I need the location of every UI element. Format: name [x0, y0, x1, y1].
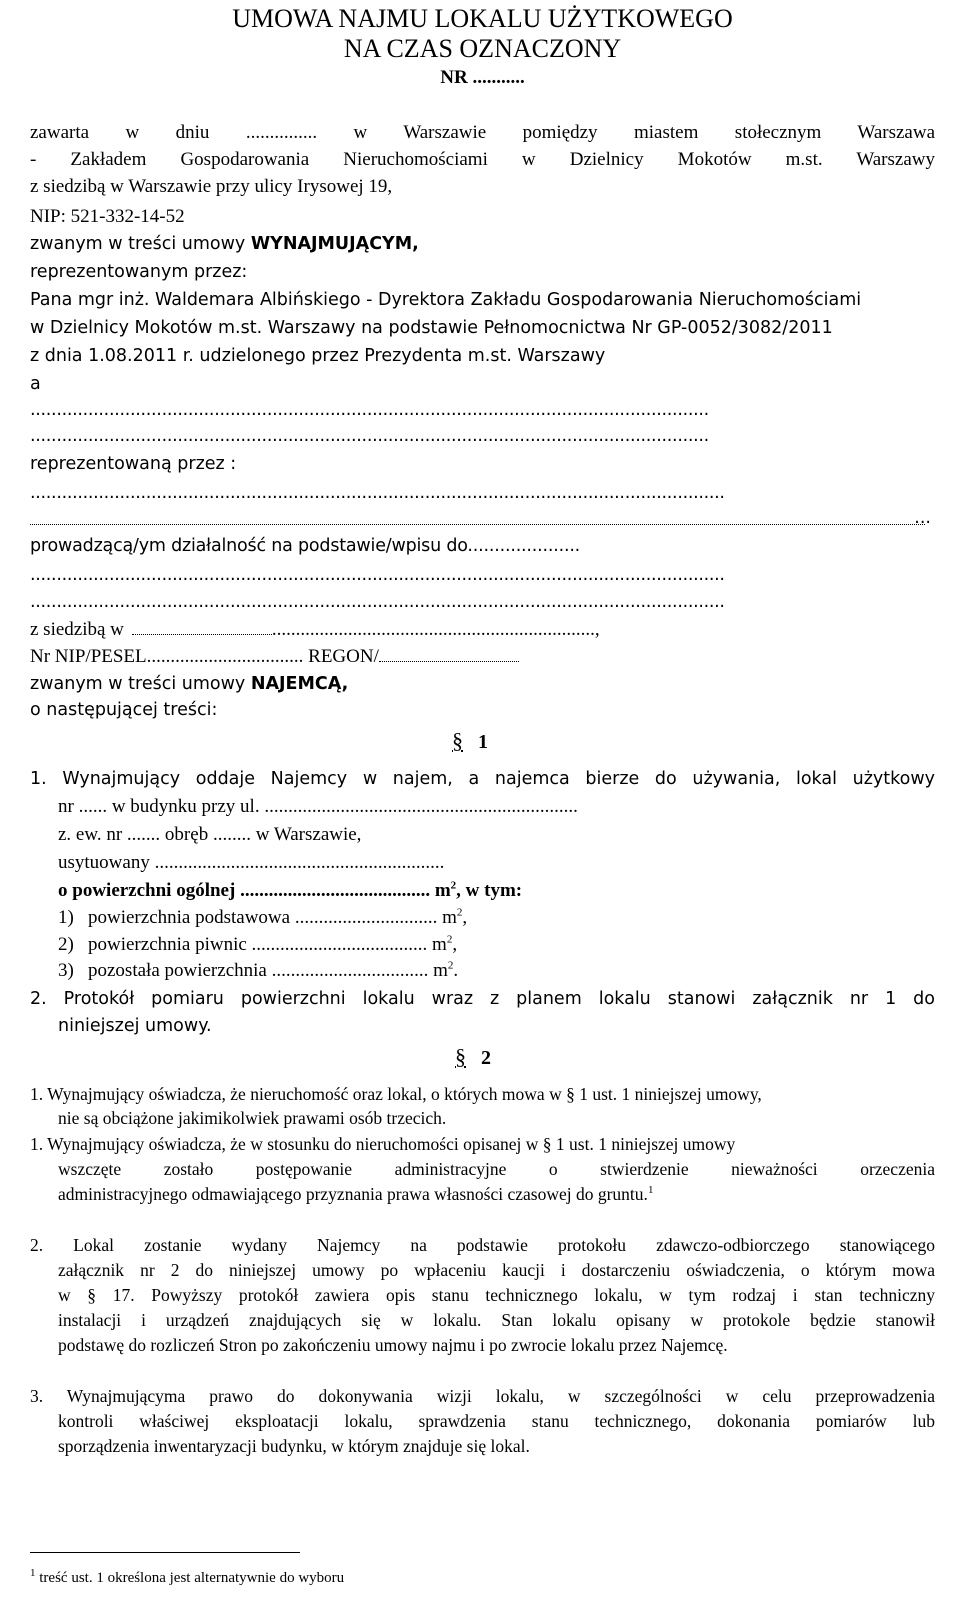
s2-b-line-2: wszczęte zostało postępowanie administracyjne o stwierdzenie nieważności orzeczenia — [58, 1159, 935, 1179]
tax-id-line: Nr NIP/PESEL................................. REGON/ — [30, 645, 519, 669]
business-blank-2: .................................................................................................................................... — [30, 592, 725, 612]
s1-p2-line-1: 2. Protokół pomiaru powierzchni lokalu wraz z planem lokalu stanowi załącznik nr 1 do — [30, 989, 935, 1009]
s2-d-line-1: 3. Wynajmującyma prawo do dokonywania wizji lokalu, w szczególności w celu przeprowadzenia — [30, 1386, 935, 1406]
section-2-heading: § 2 — [455, 1044, 491, 1069]
representative-blank-1: .................................................................................................................................... — [30, 483, 725, 503]
s2-c-line-1: 2. Lokal zostanie wydany Najemcy na podstawie protokołu zdawczo-odbiorczego stanowiącego — [30, 1235, 935, 1255]
tenant-blank-1: ................................................................................................................................. — [30, 400, 709, 420]
tenant-name-line: zwanym w treści umowy NAJEMCĄ, — [30, 674, 349, 694]
business-blank-1: .................................................................................................................................... — [30, 565, 725, 585]
tenant-seat-line: z siedzibą w ...................................................................., — [30, 619, 600, 640]
area-item: 3) pozostała powierzchnia ................................. $m^2$. — [58, 959, 459, 981]
represented-by-line: reprezentowanym przez: — [30, 262, 248, 282]
intro-line-3: z siedzibą w Warszawie przy ulicy Irysowej 19, — [30, 176, 393, 197]
authorization-date-line: z dnia 1.08.2011 r. udzielonego przez Prezydenta m.st. Warszawy — [30, 346, 606, 366]
s1-p1-line-1: 1. Wynajmujący oddaje Najemcy w najem, a najemca bierze do używania, lokal użytkowy — [30, 769, 935, 789]
landlord-name-line: zwanym w treści umowy WYNAJMUJĄCYM, — [30, 234, 419, 254]
footnote-text: treść ust. 1 określona jest alternatywnie do wyboru — [35, 1570, 345, 1586]
business-basis-line: prowadzącą/ym działalność na podstawie/wpisu do..................... — [30, 536, 581, 556]
footnote-separator — [30, 1552, 300, 1553]
s2-b-line-1: 1. Wynajmujący oświadcza, że w stosunku do nieruchomości opisanej w § 1 ust. 1 niniejszej umowy — [30, 1134, 736, 1154]
nip-line: NIP: 521-332-14-52 — [30, 206, 185, 227]
footnote-ref: 1 — [647, 1184, 654, 1197]
s2-d-line-3: sporządzenia inwentaryzacji budynku, w którym znajduje się lokal. — [58, 1436, 530, 1456]
director-line: Pana mgr inż. Waldemara Albińskiego - Dyrektora Zakładu Gospodarowania Nieruchomościami — [30, 290, 862, 310]
district-line: w Dzielnicy Mokotów m.st. Warszawy na podstawie Pełnomocnictwa Nr GP-0052/3082/2011 — [30, 318, 833, 338]
s1-p1-line-3: z. ew. nr ....... obręb ........ w Warszawie, — [58, 824, 362, 845]
s2-a-line-1: 1. Wynajmujący oświadcza, że nieruchomość oraz lokal, o których mowa w § 1 ust. 1 niniejszej umowy, — [30, 1084, 762, 1104]
contract-number: NR ........... — [440, 67, 525, 88]
tenant-represented-line: reprezentowaną przez : — [30, 454, 237, 474]
footnote — [30, 1568, 344, 1588]
total-area-line: o powierzchni ogólnej ........................................ $m^2$, w tym: — [58, 879, 523, 901]
landlord-label: WYNAJMUJĄCYM, — [250, 234, 419, 254]
s2-c-line-4: instalacji i urządzeń znajdujących się w lokalu. Stan lokalu opisany w protokole będzie stanowił — [58, 1310, 935, 1330]
representative-blank-2: ... — [30, 506, 925, 525]
s2-c-line-3: w § 17. Powyższy protokół zawiera opis stanu technicznego lokalu, w tym rodzaj i stan techniczny — [58, 1285, 935, 1305]
intro-line-1: zawarta w dniu ............... w Warszawie pomiędzy miastem stołecznym Warszawa — [30, 122, 935, 143]
tenant-blank-2: ................................................................................................................................. — [30, 426, 709, 446]
section-symbol: § — [455, 1044, 466, 1069]
s1-p2-line-2: niniejszej umowy. — [58, 1016, 212, 1036]
and-line: a — [30, 374, 41, 394]
s2-c-line-2: załącznik nr 2 do niniejszej umowy po wpłaceniu kaucji i dostarczeniu oświadczenia, o którym mowa — [58, 1260, 935, 1280]
title-line-1: UMOWA NAJMU LOKALU UŻYTKOWEGO — [232, 4, 733, 33]
footnote-mark: 1 — [30, 1567, 36, 1579]
s2-b-line-3: administracyjnego odmawiającego przyznania prawa własności czasowej do gruntu.$^1$ — [58, 1184, 654, 1204]
section-symbol: § — [452, 728, 463, 753]
document-title — [30, 4, 935, 92]
s2-a-line-2: nie są obciążone jakimikolwiek prawami osób trzecich. — [58, 1108, 447, 1128]
area-item: 2) powierzchnia piwnic ..................................... $m^2$, — [58, 933, 458, 955]
title-line-2: NA CZAS OZNACZONY — [343, 34, 622, 63]
area-item: 1) powierzchnia podstawowa .............................. $m^2$, — [58, 906, 468, 928]
tenant-label: NAJEMCĄ, — [250, 674, 349, 694]
following-content-line: o następującej treści: — [30, 700, 218, 720]
section-1-heading: § 1 — [452, 728, 488, 753]
intro-line-2: - Zakładem Gospodarowania Nieruchomościami w Dzielnicy Mokotów m.st. Warszawy — [30, 149, 935, 170]
s1-p1-line-2: nr ...... w budynku przy ul. .................................................................. — [58, 796, 578, 817]
s2-d-line-2: kontroli właściwej eksploatacji lokalu, sprawdzenia stanu technicznego, dokonania pomiarów lub — [58, 1411, 935, 1431]
s2-c-line-5: podstawę do rozliczeń Stron po zakończeniu umowy najmu i po zwrocie lokalu przez Najemcę. — [58, 1335, 728, 1355]
s1-p1-line-4: usytuowany ............................................................. — [58, 852, 445, 873]
